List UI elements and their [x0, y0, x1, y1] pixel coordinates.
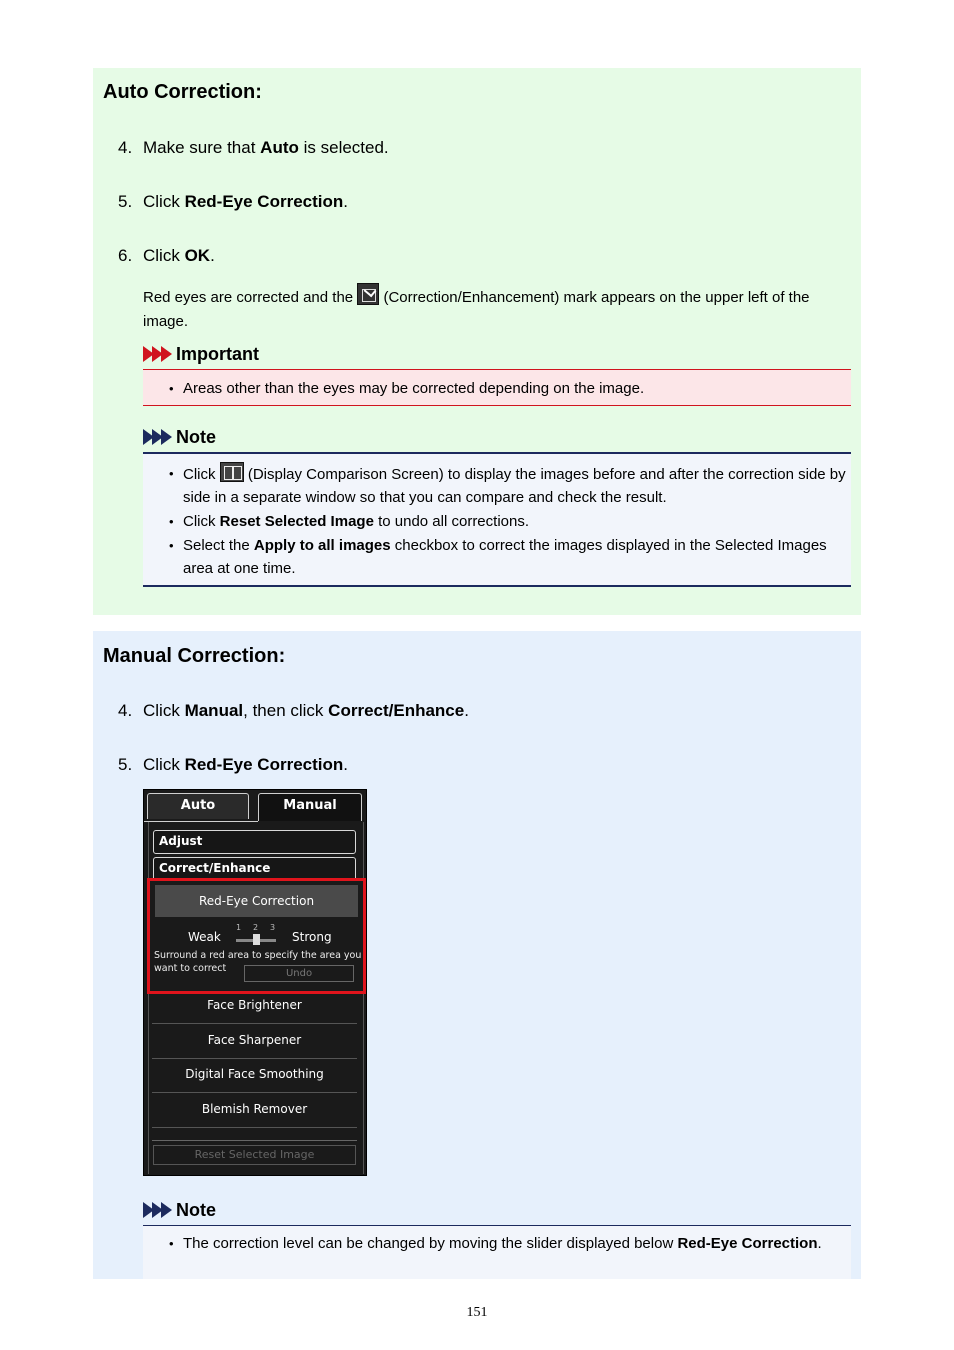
auto-correction-title: Auto Correction: [103, 81, 262, 103]
manual-step-4: 4. Click Manual, then click Correct/Enhance. [118, 701, 469, 720]
important-heading: Important [143, 343, 259, 365]
tick-1: 1 [236, 923, 242, 932]
auto-correction-section [93, 68, 861, 615]
manual-step-5: 5. Click Red-Eye Correction. [118, 755, 348, 774]
correction-enhancement-icon [357, 283, 379, 305]
adjust-button[interactable]: Adjust [153, 830, 356, 854]
reset-selected-image-button[interactable]: Reset Selected Image [153, 1145, 356, 1165]
face-sharpener-button[interactable]: Face Sharpener [152, 1025, 357, 1059]
digital-face-smoothing-button[interactable]: Digital Face Smoothing [152, 1059, 357, 1093]
note-box [143, 452, 851, 587]
auto-step-6: 6. Click OK. [118, 246, 215, 265]
tick-2: 2 [253, 923, 259, 932]
strong-label: Strong [292, 930, 332, 944]
tick-3: 3 [270, 923, 276, 932]
auto-step-5: 5. Click Red-Eye Correction. [118, 192, 348, 211]
undo-button[interactable]: Undo [244, 965, 354, 982]
face-brightener-button[interactable]: Face Brightener [152, 990, 357, 1024]
manual-correction-section [93, 631, 861, 1279]
correction-panel-screenshot [143, 789, 367, 1176]
weak-label: Weak [188, 930, 221, 944]
important-arrow-icon [143, 346, 170, 362]
note-arrow-icon [143, 429, 170, 445]
display-comparison-icon [220, 462, 244, 482]
blemish-remover-button[interactable]: Blemish Remover [152, 1094, 357, 1128]
important-box [143, 369, 851, 406]
red-eye-correction-button[interactable]: Red-Eye Correction [155, 885, 358, 917]
tab-auto[interactable]: Auto [147, 793, 249, 819]
red-eye-instruction: Surround a red area to specify the area you want to correct [154, 950, 362, 974]
manual-note-box [143, 1225, 851, 1279]
auto-step-4: 4. Make sure that Auto is selected. [118, 138, 389, 157]
tab-manual[interactable]: Manual [258, 793, 362, 821]
manual-correction-title: Manual Correction: [103, 645, 286, 667]
manual-note-item: • The correction level can be changed by moving the slider displayed below Red-Eye Correction. [143, 1232, 851, 1255]
auto-result-paragraph: Red eyes are corrected and the (Correction/Enhancement) mark appears on the upper left of the image. [143, 283, 848, 334]
correct-enhance-button[interactable]: Correct/Enhance [153, 857, 356, 881]
note-item-3: • Select the Apply to all images checkbox to correct the images displayed in the Selected Images area at one time. [143, 534, 851, 580]
note-item-2: • Click Reset Selected Image to undo all corrections. [143, 510, 851, 533]
page-number: 151 [466, 1305, 488, 1320]
panel-spacer [152, 1106, 357, 1141]
note-arrow-icon [143, 1202, 170, 1218]
important-item: • Areas other than the eyes may be corrected depending on the image. [143, 377, 851, 400]
red-eye-highlight-frame [147, 878, 366, 994]
note-item-1: • Click (Display Comparison Screen) to display the images before and after the correction side by side in a separate window so that you can compare and check the result. [143, 462, 851, 509]
manual-note-heading: Note [143, 1199, 216, 1221]
note-heading: Note [143, 426, 216, 448]
slider-handle[interactable] [253, 934, 260, 945]
